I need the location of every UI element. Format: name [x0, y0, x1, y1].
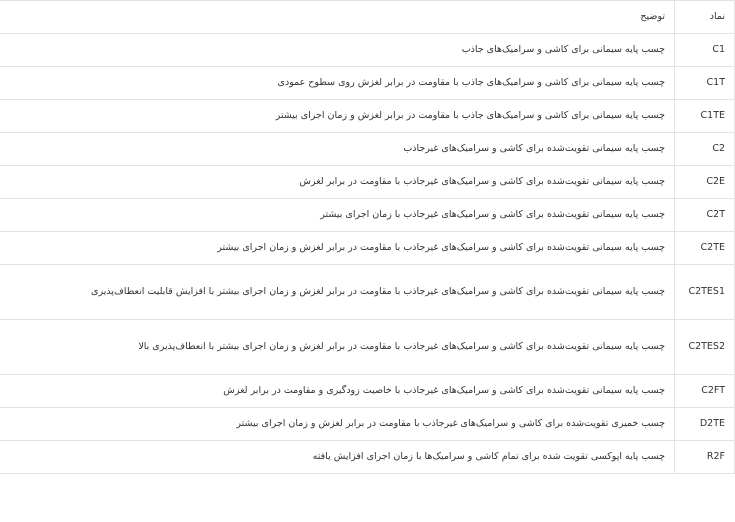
row-code: C2: [675, 133, 735, 166]
header-description: توضیح: [0, 1, 675, 34]
row-description: چسب پایه سیمانی تقویت‌شده برای کاشی و سرامیک‌های غیرجاذب با مقاومت در برابر لغزش و زمان اجرای بیشتر: [0, 232, 675, 265]
row-description: چسب پایه سیمانی برای کاشی و سرامیک‌های جاذب با مقاومت در برابر لغزش روی سطوح عمودی: [0, 67, 675, 100]
table-row: [0, 133, 735, 166]
row-description: چسب پایه سیمانی تقویت‌شده برای کاشی و سرامیک‌های غیرجاذب با خاصیت زودگیری و مقاومت در برابر لغزش: [0, 375, 675, 408]
table-row: [0, 375, 735, 408]
table-row: [0, 166, 735, 199]
table-row: [0, 34, 735, 67]
row-description: چسب پایه سیمانی تقویت‌شده برای کاشی و سرامیک‌های غیرجاذب با مقاومت در برابر لغزش و زمان اجرای بیشتر با انعطاف‌پذیری بالا: [0, 320, 675, 375]
table-header-row: [0, 1, 735, 34]
table-row: [0, 441, 735, 474]
table-row: [0, 320, 735, 375]
row-description: چسب پایه سیمانی برای کاشی و سرامیک‌های جاذب: [0, 34, 675, 67]
row-code: R2F: [675, 441, 735, 474]
row-code: C2TE: [675, 232, 735, 265]
row-code: C1T: [675, 67, 735, 100]
row-code: C2TES2: [675, 320, 735, 375]
row-code: D2TE: [675, 408, 735, 441]
table-row: [0, 199, 735, 232]
row-description: چسب پایه اپوکسی تقویت شده برای تمام کاشی و سرامیک‌ها با زمان اجرای افزایش یافته: [0, 441, 675, 474]
table-row: [0, 265, 735, 320]
row-description: چسب پایه سیمانی تقویت‌شده برای کاشی و سرامیک‌های غیرجاذب با زمان اجرای بیشتر: [0, 199, 675, 232]
header-code: نماد: [675, 1, 735, 34]
table-row: [0, 232, 735, 265]
row-description: چسب پایه سیمانی تقویت‌شده برای کاشی و سرامیک‌های غیرجاذب: [0, 133, 675, 166]
row-code: C1: [675, 34, 735, 67]
row-code: C2T: [675, 199, 735, 232]
row-code: C2FT: [675, 375, 735, 408]
row-description: چسب پایه سیمانی برای کاشی و سرامیک‌های جاذب با مقاومت در برابر لغزش و زمان اجرای بیشتر: [0, 100, 675, 133]
table-row: [0, 67, 735, 100]
table-row: [0, 408, 735, 441]
row-description: چسب پایه سیمانی تقویت‌شده برای کاشی و سرامیک‌های غیرجاذب با مقاومت در برابر لغزش و زمان اجرای بیشتر با افزایش قابلیت انعطاف‌پذیری: [0, 265, 675, 320]
table-row: [0, 100, 735, 133]
row-description: چسب پایه سیمانی تقویت‌شده برای کاشی و سرامیک‌های غیرجاذب با مقاومت در برابر لغزش: [0, 166, 675, 199]
row-code: C2E: [675, 166, 735, 199]
row-code: C2TES1: [675, 265, 735, 320]
row-description: چسب خمیری تقویت‌شده برای کاشی و سرامیک‌های غیرجاذب با مقاومت در برابر لغزش و زمان اجرای بیشتر: [0, 408, 675, 441]
row-code: C1TE: [675, 100, 735, 133]
